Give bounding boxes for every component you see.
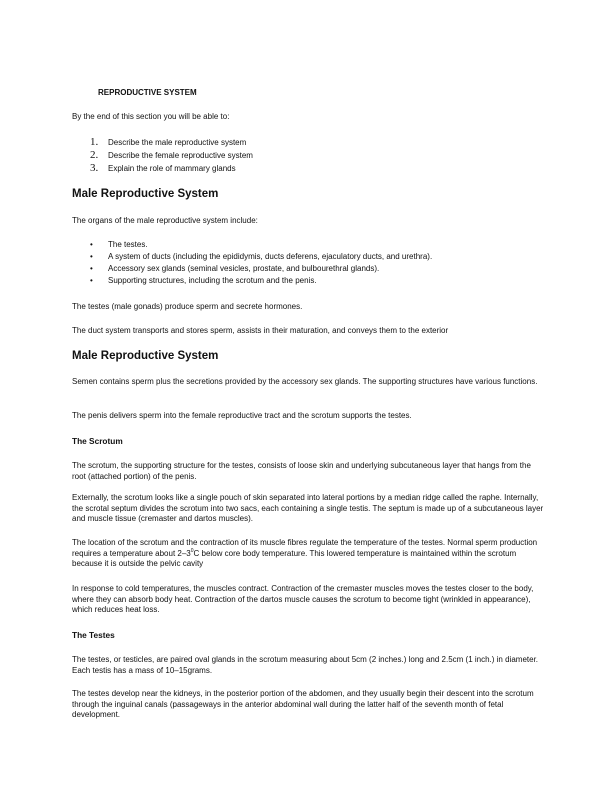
list-number: 3. bbox=[90, 162, 99, 174]
subsection-heading: The Scrotum bbox=[72, 436, 123, 446]
list-text: A system of ducts (including the epididymis, ducts deferens, ejaculatory ducts, and urethra). bbox=[108, 252, 433, 261]
list-item bbox=[90, 150, 550, 162]
bullet-icon: • bbox=[90, 264, 93, 273]
bullet-icon: • bbox=[90, 240, 93, 249]
paragraph: The testes develop near the kidneys, in the posterior portion of the abdomen, and they usually begin their descent into the scrotum through the inguinal canals (passageways in the anterior abdominal wall during the latter half of the seventh month of fetal development. bbox=[72, 689, 534, 719]
subsection-heading: The Testes bbox=[72, 630, 115, 640]
text-run: The location of the scrotum and the contraction of its muscle fibres regulate the temperature of the testes. Normal sperm production requires a temperature about 2–3 bbox=[72, 538, 538, 558]
list-text: Supporting structures, including the scrotum and the penis. bbox=[108, 276, 317, 285]
degree-superscript: 0 bbox=[190, 547, 194, 554]
list-number: 2. bbox=[90, 149, 99, 161]
paragraph: The organs of the male reproductive system include: bbox=[72, 216, 258, 225]
text-run: C below core body temperature. This lowered temperature is maintained within the scrotum because it is outside the pelvic cavity bbox=[72, 548, 517, 568]
list-item bbox=[90, 137, 550, 149]
list-text: Explain the role of mammary glands bbox=[108, 164, 236, 173]
list-text: The testes. bbox=[108, 240, 148, 249]
bullet-icon: • bbox=[90, 276, 93, 285]
paragraph bbox=[72, 538, 546, 570]
list-item bbox=[90, 264, 550, 275]
intro-text: By the end of this section you will be able to: bbox=[72, 112, 230, 121]
document-title: REPRODUCTIVE SYSTEM bbox=[98, 88, 197, 97]
paragraph: The penis delivers sperm into the female reproductive tract and the scrotum supports the testes. bbox=[72, 411, 412, 420]
list-text: Accessory sex glands (seminal vesicles, prostate, and bulbourethral glands). bbox=[108, 264, 380, 273]
paragraph: In response to cold temperatures, the muscles contract. Contraction of the cremaster muscles moves the testes closer to the body, where they can absorb body heat. Contraction of the dartos muscle causes the scrotum to become tight (wrinkled in appearance), which reduces heat loss. bbox=[72, 584, 534, 614]
list-text: Describe the female reproductive system bbox=[108, 151, 253, 160]
list-item bbox=[90, 163, 550, 175]
list-item bbox=[90, 252, 550, 263]
section-heading: Male Reproductive System bbox=[72, 188, 219, 200]
list-number: 1. bbox=[90, 136, 99, 148]
paragraph: The testes (male gonads) produce sperm and secrete hormones. bbox=[72, 302, 303, 311]
paragraph: The scrotum, the supporting structure for the testes, consists of loose skin and underlying subcutaneous layer that hangs from the root (attached portion) of the penis. bbox=[72, 461, 531, 481]
list-item bbox=[90, 276, 550, 287]
paragraph: The duct system transports and stores sperm, assists in their maturation, and conveys them to the exterior bbox=[72, 326, 449, 335]
section-heading: Male Reproductive System bbox=[72, 350, 219, 362]
paragraph: Semen contains sperm plus the secretions provided by the accessory sex glands. The supporting structures have various functions. bbox=[72, 377, 538, 386]
paragraph: Externally, the scrotum looks like a single pouch of skin separated into lateral portions by a median ridge called the raphe. Internally, the scrotal septum divides the scrotum into two sacs, each containing a single testis. The septum is made up of a subcutaneous layer and muscle tissue (cremaster and dartos muscles). bbox=[72, 493, 544, 523]
bullet-icon: • bbox=[90, 252, 93, 261]
list-item bbox=[90, 240, 550, 251]
list-text: Describe the male reproductive system bbox=[108, 138, 247, 147]
paragraph: The testes, or testicles, are paired oval glands in the scrotum measuring about 5cm (2 inches.) long and 2.5cm (1 inch.) in diameter. Each testis has a mass of 10–15grams. bbox=[72, 655, 539, 675]
